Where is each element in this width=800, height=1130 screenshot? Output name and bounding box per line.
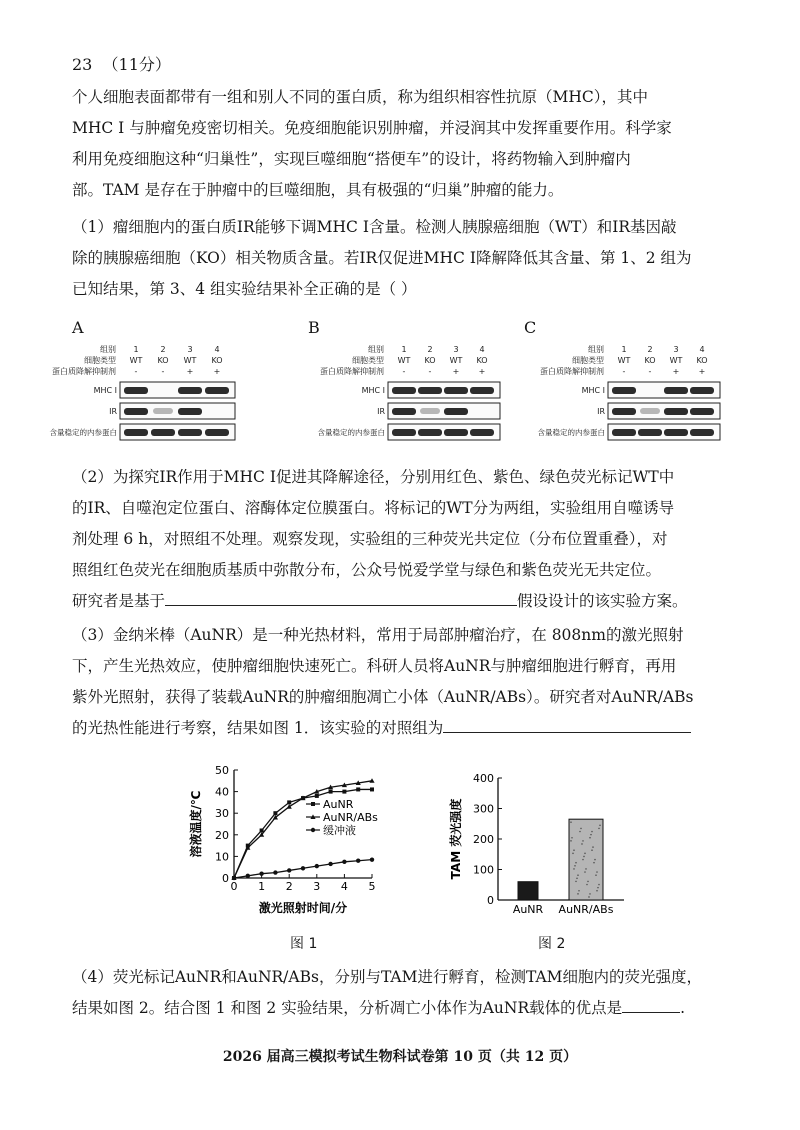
y-tick-label: 10 bbox=[215, 850, 229, 864]
figure-1-caption: 图 1 bbox=[290, 936, 318, 952]
blot-header-cell: KO bbox=[424, 356, 436, 365]
data-point bbox=[370, 857, 374, 861]
bar-texture-dot bbox=[588, 896, 590, 898]
data-point bbox=[273, 870, 277, 874]
part3-paragraph bbox=[72, 620, 732, 744]
blot-panel-a bbox=[49, 340, 282, 448]
blot-band bbox=[612, 429, 636, 436]
blot-header-cell: 2 bbox=[647, 345, 653, 354]
data-point bbox=[328, 862, 332, 866]
blot-row-label: MHC I bbox=[93, 386, 117, 395]
y-tick-label: 300 bbox=[473, 802, 494, 816]
bar-texture-dot bbox=[578, 890, 580, 892]
x-tick-label: 1 bbox=[258, 880, 266, 893]
y-tick-label: 40 bbox=[215, 785, 229, 799]
x-tick-label: AuNR bbox=[512, 903, 544, 916]
blot-band bbox=[392, 408, 416, 415]
blot-header-cell: 3 bbox=[187, 345, 193, 354]
bar-texture-dot bbox=[597, 887, 599, 889]
bar-texture-dot bbox=[573, 868, 575, 870]
blot-header-cell: KO bbox=[157, 356, 169, 365]
blot-header-label: 蛋白质降解抑制剂 bbox=[540, 367, 604, 376]
bar-texture-dot bbox=[584, 871, 586, 873]
x-tick-label: 3 bbox=[313, 880, 321, 893]
bar-texture-dot bbox=[576, 877, 578, 879]
part3-answer-prefix: 的光热性能进行考察，结果如图 1．该实验的对照组为 bbox=[72, 719, 444, 737]
blot-header-cell: 3 bbox=[673, 345, 679, 354]
y-tick-label: 100 bbox=[473, 863, 494, 877]
data-point bbox=[260, 828, 264, 832]
blot-header-cell: + bbox=[672, 367, 680, 376]
blot-header-cell: 1 bbox=[401, 345, 407, 354]
y-tick-label: 50 bbox=[215, 764, 229, 777]
part3-answer-line bbox=[72, 713, 732, 744]
data-point bbox=[315, 864, 319, 868]
bar-texture-dot bbox=[574, 865, 576, 867]
blot-header-cell: WT bbox=[617, 356, 631, 365]
blot-band bbox=[418, 387, 442, 394]
part4-answer-suffix: . bbox=[680, 999, 686, 1017]
blot-row-label: IR bbox=[377, 407, 385, 416]
answer-blank-4[interactable] bbox=[622, 994, 680, 1013]
blot-band bbox=[205, 387, 229, 394]
blot-band bbox=[124, 387, 148, 394]
blot-band bbox=[392, 387, 416, 394]
blot-row-label: 含量稳定的内参蛋白 bbox=[317, 428, 385, 437]
bar-texture-dot bbox=[595, 874, 597, 876]
part1-paragraph bbox=[72, 212, 732, 305]
data-point bbox=[273, 811, 277, 815]
blot-header-label: 蛋白质降解抑制剂 bbox=[320, 367, 384, 376]
blot-band bbox=[178, 387, 202, 394]
intro-paragraph bbox=[72, 82, 732, 206]
bar-texture-dot bbox=[584, 853, 586, 855]
blot-band bbox=[392, 429, 416, 436]
bar-texture-dot bbox=[596, 890, 598, 892]
part3-line: （3）金纳米棒（AuNR）是一种光热材料，常用于局部肿瘤治疗，在 808nm的激光照射 bbox=[72, 626, 684, 644]
part2-paragraph bbox=[72, 462, 732, 617]
blot-row-label: 含量稳定的内参蛋白 bbox=[49, 428, 117, 437]
blot-header-cell: WT bbox=[129, 356, 143, 365]
part2-answer-line bbox=[72, 586, 732, 617]
blot-header-cell: WT bbox=[397, 356, 411, 365]
legend-marker bbox=[311, 828, 315, 832]
data-point bbox=[301, 866, 305, 870]
blot-header-cell: - bbox=[402, 367, 406, 376]
blot-header-label: 细胞类型 bbox=[84, 356, 116, 365]
question-score: （11分） bbox=[102, 55, 171, 74]
bar-texture-dot bbox=[593, 862, 595, 864]
blot-header-cell: + bbox=[452, 367, 460, 376]
blot-header-cell: 3 bbox=[453, 345, 459, 354]
blot-band bbox=[664, 408, 688, 415]
data-point bbox=[259, 871, 263, 875]
part2-answer-prefix: 研究者是基于 bbox=[72, 592, 166, 610]
data-point bbox=[315, 794, 319, 798]
blot-band bbox=[638, 429, 662, 436]
bar-texture-dot bbox=[570, 840, 572, 842]
figure-1-line-chart bbox=[188, 760, 428, 930]
intro-line: 部。TAM 是存在于肿瘤中的巨噬细胞，具有极强的“归巢”肿瘤的能力。 bbox=[72, 181, 564, 199]
y-axis-title: 溶液温度/℃ bbox=[189, 790, 203, 858]
bar-texture-dot bbox=[582, 840, 584, 842]
y-tick-label: 20 bbox=[215, 828, 229, 842]
part4-line: （4）荧光标记AuNR和AuNR/ABs，分别与TAM进行孵育，检测TAM细胞内的荧光强度， bbox=[72, 968, 703, 986]
blot-header-cell: WT bbox=[183, 356, 197, 365]
blot-header-cell: + bbox=[186, 367, 194, 376]
data-point bbox=[287, 868, 291, 872]
intro-line: MHC I 与肿瘤免疫密切相关。免疫细胞能识别肿瘤，并浸润其中发挥重要作用。科学家 bbox=[72, 119, 672, 137]
legend-entry: AuNR bbox=[323, 798, 354, 811]
bar-texture-dot bbox=[570, 821, 572, 823]
blot-panel-c bbox=[514, 340, 726, 448]
bar-texture-dot bbox=[572, 853, 574, 855]
blot-band bbox=[418, 429, 442, 436]
y-tick-label: 400 bbox=[473, 772, 494, 785]
x-tick-label: AuNR/ABs bbox=[558, 903, 614, 916]
data-point bbox=[329, 790, 333, 794]
data-point bbox=[246, 874, 250, 878]
blot-row-label: IR bbox=[109, 407, 117, 416]
x-tick-label: 2 bbox=[285, 880, 293, 893]
part2-answer-suffix: 假设设计的该实验方案。 bbox=[517, 592, 688, 610]
part2-line: 剂处理 6 h，对照组不处理。观察发现，实验组的三种荧光共定位（分布位置重叠），对 bbox=[72, 530, 668, 548]
bar-texture-dot bbox=[598, 828, 600, 830]
blot-band bbox=[664, 387, 688, 394]
legend-entry: AuNR/ABs bbox=[323, 811, 378, 824]
page-footer: 2026 届高三模拟考试生物科试卷第 10 页（共 12 页） bbox=[222, 1049, 578, 1065]
blot-header-cell: 1 bbox=[133, 345, 139, 354]
bar-texture-dot bbox=[594, 859, 596, 861]
x-tick-label: 5 bbox=[368, 880, 376, 893]
blot-band bbox=[444, 408, 468, 415]
blot-header-label: 蛋白质降解抑制剂 bbox=[52, 367, 116, 376]
data-point bbox=[370, 787, 374, 791]
intro-line: 利用免疫细胞这种“归巢性”，实现巨噬细胞“搭便车”的设计，将药物输入到肿瘤内 bbox=[72, 150, 631, 168]
y-axis-title: TAM 荧光强度 bbox=[449, 798, 463, 880]
bar-texture-dot bbox=[582, 859, 584, 861]
part4-answer-prefix: 结果如图 2。结合图 1 和图 2 实验结果，分析凋亡小体作为AuNR载体的优点是 bbox=[72, 999, 623, 1017]
data-point bbox=[356, 787, 360, 791]
bar-texture-dot bbox=[589, 893, 591, 895]
x-tick-label: 0 bbox=[230, 880, 238, 893]
bar bbox=[518, 882, 538, 900]
blot-band bbox=[178, 429, 202, 436]
blot-header-label: 细胞类型 bbox=[572, 356, 604, 365]
bar-texture-dot bbox=[575, 862, 577, 864]
data-point bbox=[342, 860, 346, 864]
blot-header-label: 组别 bbox=[368, 345, 384, 354]
blot-band-faint bbox=[640, 408, 660, 414]
part2-line: （2）为探究IR作用于MHC I促进其降解途径，分别用红色、紫色、绿色荧光标记WT中 bbox=[72, 468, 675, 486]
blot-header-label: 组别 bbox=[588, 345, 604, 354]
part2-line: 的IR、自噬泡定位蛋白、溶酶体定位膜蛋白。将标记的WT分为两组，实验组用自噬诱导 bbox=[72, 499, 675, 517]
bar-texture-dot bbox=[591, 849, 593, 851]
blot-header-cell: 4 bbox=[479, 345, 485, 354]
blot-header-cell: 2 bbox=[160, 345, 166, 354]
option-c-label: C bbox=[524, 318, 537, 337]
bar-texture-dot bbox=[599, 824, 601, 826]
question-header bbox=[72, 52, 171, 75]
blot-header-cell: KO bbox=[696, 356, 708, 365]
blot-band bbox=[444, 429, 468, 436]
blot-band bbox=[178, 408, 202, 415]
blot-header-cell: KO bbox=[211, 356, 223, 365]
y-tick-label: 0 bbox=[487, 894, 494, 907]
blot-band bbox=[690, 408, 714, 415]
bar-texture-dot bbox=[577, 874, 579, 876]
bar-texture-dot bbox=[579, 831, 581, 833]
blot-row-label: MHC I bbox=[581, 386, 605, 395]
blot-header-cell: - bbox=[161, 367, 165, 376]
blot-header-cell: KO bbox=[476, 356, 488, 365]
bar-texture-dot bbox=[590, 834, 592, 836]
blot-header-label: 组别 bbox=[100, 345, 116, 354]
bar-texture-dot bbox=[586, 884, 588, 886]
blot-band-faint bbox=[153, 408, 173, 414]
blot-row-label: IR bbox=[597, 407, 605, 416]
data-point bbox=[287, 800, 291, 804]
data-point bbox=[356, 859, 360, 863]
blot-band bbox=[690, 429, 714, 436]
blot-band-faint bbox=[420, 408, 440, 414]
figure-2-bar-chart bbox=[448, 766, 638, 926]
answer-blank-2[interactable] bbox=[165, 587, 517, 606]
bar-texture-dot bbox=[571, 837, 573, 839]
data-point bbox=[342, 790, 346, 794]
blot-band bbox=[612, 387, 636, 394]
blot-header-cell: WT bbox=[449, 356, 463, 365]
part1-line: 除的胰腺癌细胞（KO）相关物质含量。若IR仅促进MHC I降解降低其含量、第 1、2 组为 bbox=[72, 249, 692, 267]
question-number: 23 bbox=[72, 55, 93, 74]
bar-texture-dot bbox=[598, 884, 600, 886]
option-a-label: A bbox=[72, 318, 84, 337]
x-axis-title: 激光照射时间/分 bbox=[258, 901, 348, 915]
bar-texture-dot bbox=[583, 856, 585, 858]
blot-header-cell: WT bbox=[669, 356, 683, 365]
blot-header-cell: 4 bbox=[699, 345, 705, 354]
part1-line: 已知结果，第 3、4 组实验结果补全正确的是（ ） bbox=[72, 280, 417, 298]
blot-header-cell: 4 bbox=[214, 345, 220, 354]
blot-header-label: 细胞类型 bbox=[352, 356, 384, 365]
part3-line: 紫外光照射，获得了装载AuNR的肿瘤细胞凋亡小体（AuNR/ABs）。研究者对AuNR/ABs bbox=[72, 688, 694, 706]
blot-band bbox=[444, 387, 468, 394]
blot-panel-b bbox=[296, 340, 508, 448]
y-tick-label: 30 bbox=[215, 807, 229, 821]
blot-header-cell: - bbox=[428, 367, 432, 376]
bar-texture-dot bbox=[581, 843, 583, 845]
part3-line: 下，产生光热效应，使肿瘤细胞快速死亡。科研人员将AuNR与肿瘤细胞进行孵育，再用 bbox=[72, 657, 677, 675]
blot-band bbox=[124, 429, 148, 436]
blot-header-cell: KO bbox=[644, 356, 656, 365]
blot-row-label: 含量稳定的内参蛋白 bbox=[537, 428, 605, 437]
bar-texture-dot bbox=[592, 846, 594, 848]
blot-row-label: MHC I bbox=[361, 386, 385, 395]
bar-texture-dot bbox=[591, 831, 593, 833]
figure-2-caption: 图 2 bbox=[538, 936, 566, 952]
option-b-label: B bbox=[308, 318, 320, 337]
answer-blank-3[interactable] bbox=[443, 714, 691, 733]
bar-texture-dot bbox=[577, 893, 579, 895]
blot-band bbox=[470, 429, 494, 436]
legend-marker bbox=[311, 802, 315, 806]
bar-texture-dot bbox=[575, 881, 577, 883]
part2-line: 照组红色荧光在细胞质基质中弥散分布，公众号悦爱学堂与绿色和紫色荧光无共定位。 bbox=[72, 561, 662, 579]
data-point bbox=[287, 804, 292, 809]
blot-header-cell: + bbox=[213, 367, 221, 376]
part1-line: （1）瘤细胞内的蛋白质IR能够下调MHC I含量。检测人胰腺癌细胞（WT）和IR基因敲 bbox=[72, 218, 677, 236]
bar-texture-dot bbox=[580, 828, 582, 830]
y-tick-label: 0 bbox=[222, 872, 229, 885]
blot-header-cell: - bbox=[622, 367, 626, 376]
intro-line: 个人细胞表面都带有一组和别人不同的蛋白质，称为组织相容性抗原（MHC），其中 bbox=[72, 88, 649, 106]
bar-texture-dot bbox=[587, 881, 589, 883]
blot-band bbox=[205, 429, 229, 436]
part4-answer-line bbox=[72, 993, 732, 1024]
blot-header-cell: - bbox=[648, 367, 652, 376]
y-tick-label: 200 bbox=[473, 833, 494, 846]
blot-band bbox=[124, 408, 148, 415]
blot-band bbox=[690, 387, 714, 394]
data-point bbox=[232, 876, 236, 880]
blot-header-cell: - bbox=[134, 367, 138, 376]
blot-band bbox=[612, 408, 636, 415]
bar-texture-dot bbox=[596, 871, 598, 873]
blot-band bbox=[151, 429, 175, 436]
blot-band bbox=[664, 429, 688, 436]
bar-texture-dot bbox=[589, 837, 591, 839]
bar-texture-dot bbox=[573, 849, 575, 851]
x-tick-label: 4 bbox=[340, 880, 348, 893]
part4-paragraph bbox=[72, 962, 732, 1024]
blot-band bbox=[470, 387, 494, 394]
blot-header-cell: + bbox=[698, 367, 706, 376]
bar-texture-dot bbox=[585, 868, 587, 870]
blot-header-cell: 2 bbox=[427, 345, 433, 354]
legend-entry: 缓冲液 bbox=[323, 824, 356, 837]
blot-header-cell: 1 bbox=[621, 345, 627, 354]
blot-header-cell: + bbox=[478, 367, 486, 376]
